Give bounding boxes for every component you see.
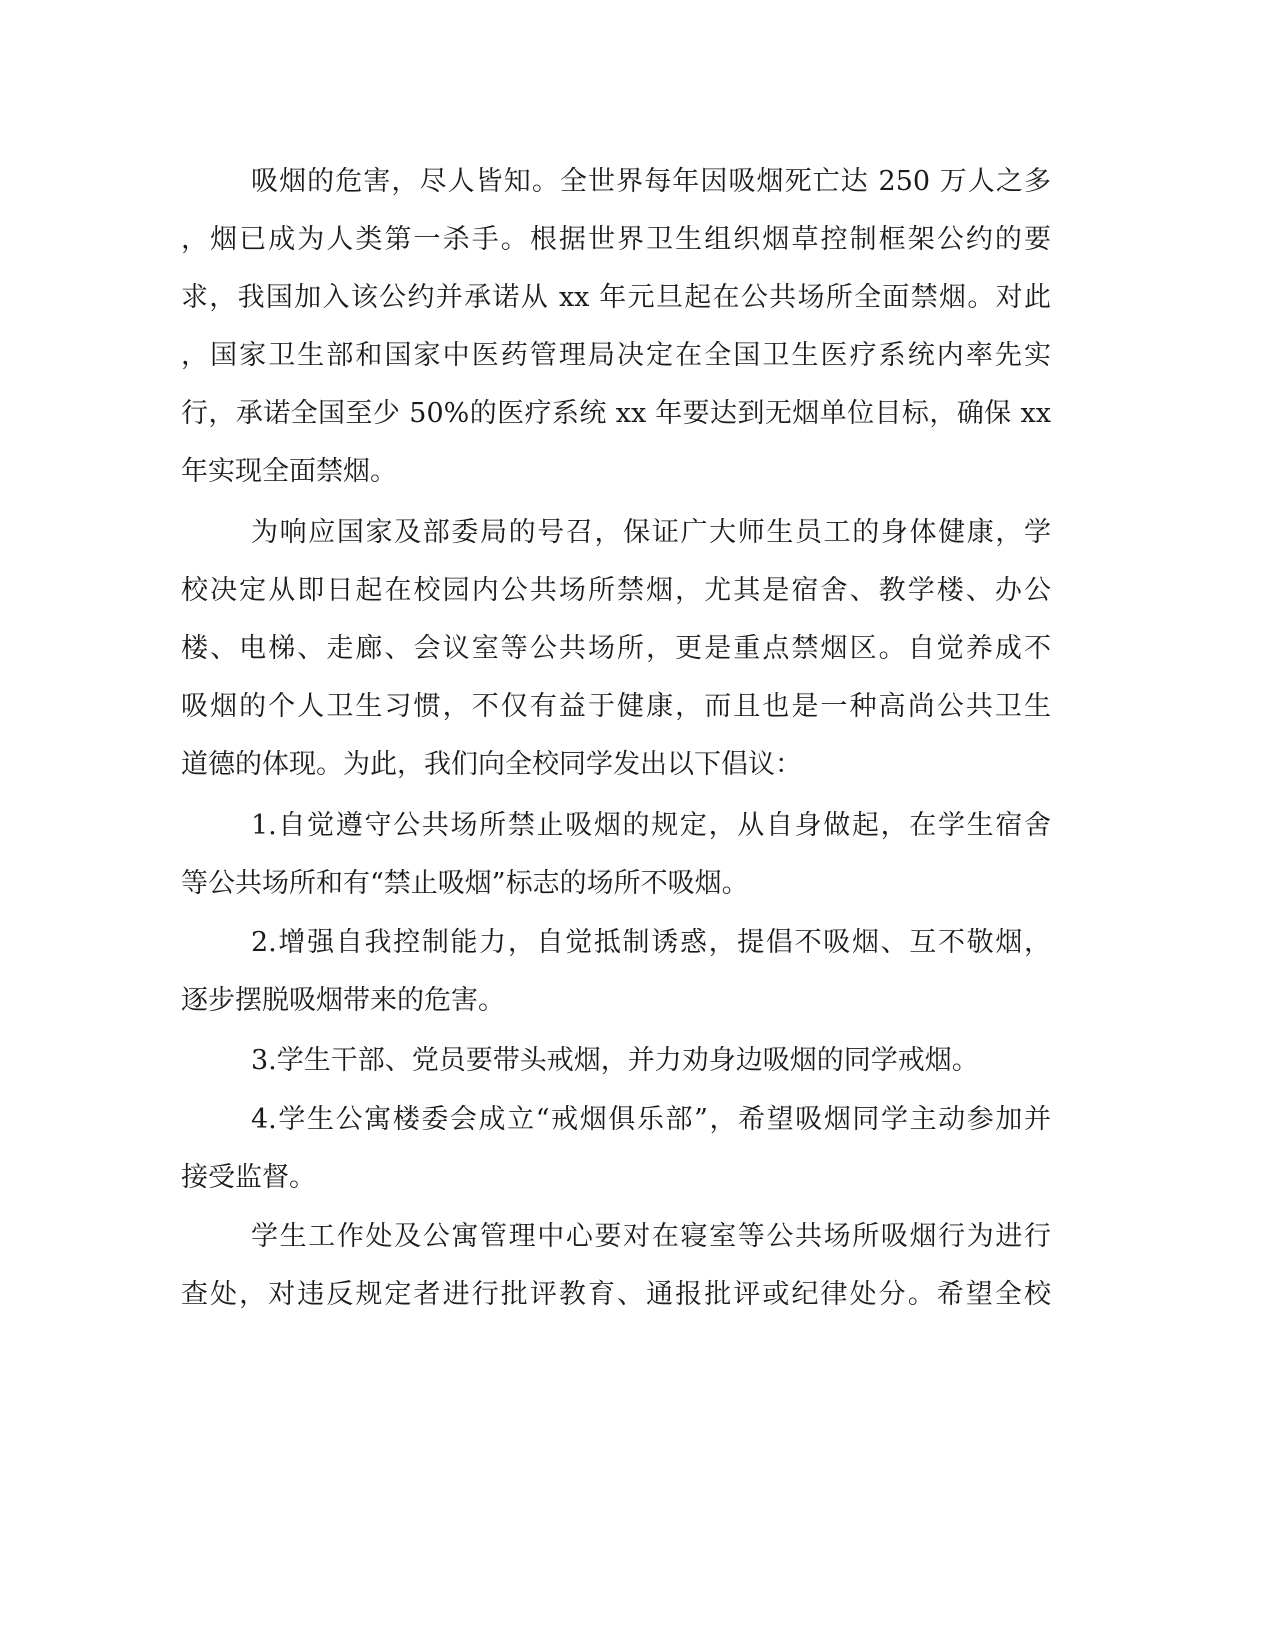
- item-4-line-1: 4.学生公寓楼委会成立“戒烟俱乐部”，希望吸烟同学主动参加并: [251, 1104, 1051, 1135]
- paragraph-1-line-6: 年实现全面禁烟。: [181, 456, 397, 487]
- item-2-line-1: 2.增强自我控制能力，自觉抵制诱惑，提倡不吸烟、互不敬烟，: [251, 927, 1051, 958]
- paragraph-1-line-4: ，国家卫生部和国家中医药管理局决定在全国卫生医疗系统内率先实: [181, 340, 1051, 371]
- paragraph-2-line-4: 吸烟的个人卫生习惯，不仅有益于健康，而且也是一种高尚公共卫生: [181, 691, 1051, 722]
- paragraph-1-line-2: ，烟已成为人类第一杀手。根据世界卫生组织烟草控制框架公约的要: [181, 224, 1051, 255]
- paragraph-2-line-2: 校决定从即日起在校园内公共场所禁烟，尤其是宿舍、教学楼、办公: [181, 575, 1051, 606]
- item-1-line-2: 等公共场所和有“禁止吸烟”标志的场所不吸烟。: [181, 868, 749, 899]
- paragraph-3-line-1: 学生工作处及公寓管理中心要对在寝室等公共场所吸烟行为进行: [251, 1221, 1051, 1252]
- paragraph-2-line-3: 楼、电梯、走廊、会议室等公共场所，更是重点禁烟区。自觉养成不: [181, 633, 1051, 664]
- paragraph-1-line-3: 求，我国加入该公约并承诺从 xx 年元旦起在公共场所全面禁烟。对此: [181, 282, 1051, 313]
- item-4-line-2: 接受监督。: [181, 1162, 316, 1193]
- paragraph-2-line-5: 道德的体现。为此，我们向全校同学发出以下倡议：: [181, 749, 802, 780]
- paragraph-2-line-1: 为响应国家及部委局的号召，保证广大师生员工的身体健康，学: [251, 517, 1051, 548]
- item-3-line-1: 3.学生干部、党员要带头戒烟，并力劝身边吸烟的同学戒烟。: [251, 1045, 979, 1076]
- paragraph-1-line-1: 吸烟的危害，尽人皆知。全世界每年因吸烟死亡达 250 万人之多: [251, 166, 1051, 197]
- paragraph-3-line-2: 查处，对违反规定者进行批评教育、通报批评或纪律处分。希望全校: [181, 1279, 1051, 1310]
- paragraph-1-line-5: 行，承诺全国至少 50%的医疗系统 xx 年要达到无烟单位目标，确保 xx: [181, 398, 1051, 429]
- item-1-line-1: 1.自觉遵守公共场所禁止吸烟的规定，从自身做起，在学生宿舍: [251, 810, 1051, 841]
- item-2-line-2: 逐步摆脱吸烟带来的危害。: [181, 985, 505, 1016]
